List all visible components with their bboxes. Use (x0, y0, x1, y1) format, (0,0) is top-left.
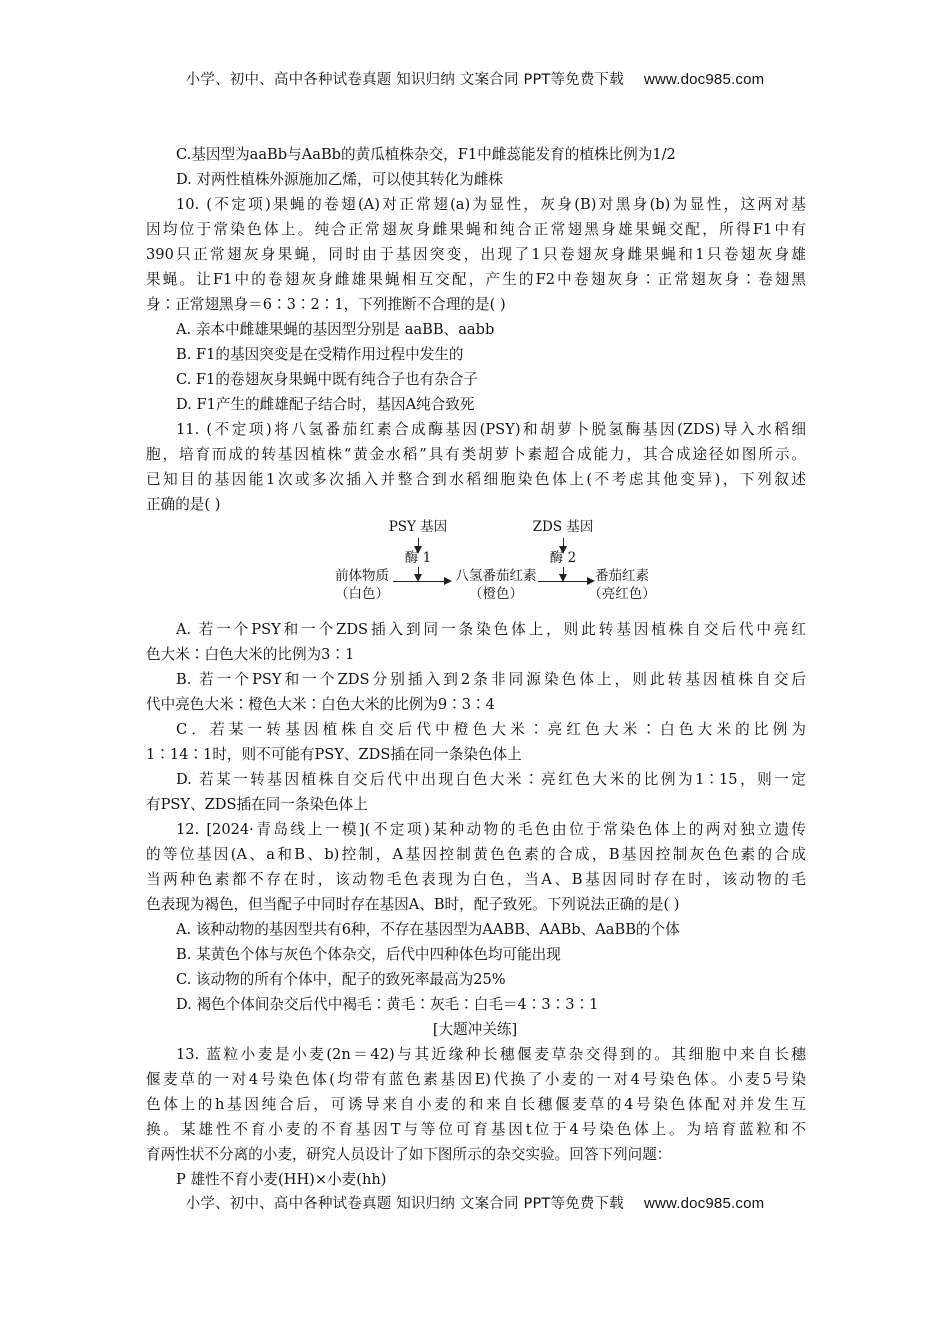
header-site[interactable]: www.doc985.com (643, 71, 765, 88)
q10-option-a: A. 亲本中雌雄果蝇的基因型分别是 aaBB、aabb (176, 321, 495, 338)
page-header (0, 68, 950, 89)
q13-line-2: 偃麦草的一对4号染色体(均带有蓝色素基因E)代换了小麦的一对4号染色体。小麦5号染 (146, 1071, 806, 1088)
precursor-label: 前体物质 (335, 568, 389, 584)
q13-line-3: 色体上的h基因纯合后，可诱导来自小麦的和来自长穗偃麦草的4号染色体配对并发生互 (146, 1096, 806, 1113)
q12-option-d: D. 褐色个体间杂交后代中褐毛∶黄毛∶灰毛∶白毛＝4∶3∶3∶1 (176, 996, 599, 1013)
lycopene-color-label: （亮红色） (588, 586, 656, 602)
q9-option-d: D. 对两性植株外源施加乙烯，可以使其转化为雌株 (176, 171, 503, 188)
enzyme-2-label: 酶 2 (549, 550, 577, 566)
q12-option-c: C. 该动物的所有个体中，配子的致死率最高为25% (176, 971, 506, 988)
q13-line-4: 换。某雄性不育小麦的不育基因T与等位可育基因t位于4号染色体上。为培育蓝粒和不 (146, 1121, 806, 1138)
header-text: 小学、初中、高中各种试卷真题 知识归纳 文案合同 PPT等免费下载 (185, 72, 624, 88)
arrow-1-line (393, 581, 445, 582)
enzyme-1-label: 酶 1 (404, 550, 432, 566)
q11-line-4: 正确的是( ) (146, 496, 221, 513)
lycopene-label: 番茄红素 (595, 568, 649, 584)
arrow-2-head (587, 577, 595, 585)
psy-gene-label: PSY 基因 (388, 519, 448, 535)
q11-option-b-line-1: B. 若一个PSY和一个ZDS分别插入到2条非同源染色体上，则此转基因植株自交后 (176, 671, 806, 688)
q10-option-d: D. F1产生的雌雄配子结合时，基因A纯合致死 (176, 396, 475, 413)
q10-line-4: 果蝇。让F1中的卷翅灰身雌雄果蝇相互交配，产生的F2中卷翅灰身∶正常翅灰身∶卷翅黑 (146, 271, 806, 288)
q13-line-1: 13. 蓝粒小麦是小麦(2n＝42)与其近缘种长穗偃麦草杂交得到的。其细胞中来自长穗 (176, 1046, 806, 1063)
q10-line-2: 因均位于常染色体上。纯合正常翅灰身雌果蝇和纯合正常翅黑身雄果蝇交配，所得F1中有 (146, 221, 806, 238)
q9-option-c: C.基因型为aaBb与AaBb的黄瓜植株杂交，F1中雌蕊能发育的植株比例为1/2 (176, 146, 676, 163)
arrow-2-line (538, 581, 588, 582)
zds-gene-label: ZDS 基因 (532, 519, 594, 535)
footer-text: 小学、初中、高中各种试卷真题 知识归纳 文案合同 PPT等免费下载 (185, 1196, 624, 1212)
q11-line-2: 胞，培育而成的转基因植株“黄金水稻”具有类胡萝卜素超合成能力，其合成途径如图所示。 (146, 446, 806, 463)
q13-line-5: 育两性状不分离的小麦，研究人员设计了如下图所示的杂交实验。回答下列问题： (146, 1146, 672, 1163)
section-title: [大题冲关练] (432, 1021, 518, 1038)
q12-line-1: 12. [2024·青岛线上一模](不定项)某种动物的毛色由位于常染色体上的两对独立遗传 (176, 821, 806, 838)
q11-line-3: 已知目的基因能1次或多次插入并整合到水稻细胞染色体上(不考虑其他变异)，下列叙述 (146, 471, 806, 488)
phytoene-label: 八氢番茄红素 (455, 568, 537, 584)
footer-site[interactable]: www.doc985.com (643, 1195, 765, 1212)
phytoene-color-label: （橙色） (469, 586, 523, 602)
q11-option-a-line-1: A. 若一个PSY和一个ZDS插入到同一条染色体上，则此转基因植株自交后代中亮红 (176, 621, 806, 638)
q12-line-4: 色表现为褐色，但当配子中同时存在基因A、B时，配子致死。下列说法正确的是( ) (146, 896, 680, 913)
q10-option-c: C. F1的卷翅灰身果蝇中既有纯合子也有杂合子 (176, 371, 479, 388)
q12-line-2: 的等位基因(A、a和B、b)控制，A基因控制黄色色素的合成，B基因控制灰色色素的合成 (146, 846, 806, 863)
q11-line-1: 11. (不定项)将八氢番茄红素合成酶基因(PSY)和胡萝卜脱氢酶基因(ZDS)导入水稻细 (176, 421, 806, 438)
q11-option-a-line-2: 色大米∶白色大米的比例为3∶1 (146, 646, 355, 663)
q10-line-3: 390只正常翅灰身果蝇，同时由于基因突变，出现了1只卷翅灰身雌果蝇和1只卷翅灰身雄 (146, 246, 806, 263)
q13-cross-line: P 雄性不育小麦(HH)×小麦(hh) (176, 1171, 387, 1188)
q12-option-a: A. 该种动物的基因型共有6种，不存在基因型为AABB、AABb、AaBB的个体 (176, 921, 680, 938)
q10-line-1: 10. (不定项)果蝇的卷翅(A)对正常翅(a)为显性，灰身(B)对黑身(b)为显性，这两对基 (176, 196, 806, 213)
q10-option-b: B. F1的基因突变是在受精作用过程中发生的 (176, 346, 464, 363)
q12-option-b: B. 某黄色个体与灰色个体杂交，后代中四种体色均可能出现 (176, 946, 561, 963)
page-footer (0, 1192, 950, 1213)
precursor-color-label: （白色） (335, 586, 389, 602)
q11-option-d-line-1: D. 若某一转基因植株自交后代中出现白色大米∶亮红色大米的比例为1∶15，则一定 (176, 771, 806, 788)
q11-option-d-line-2: 有PSY、ZDS插在同一条染色体上 (146, 796, 368, 813)
q10-line-5: 身∶正常翅黑身＝6∶3∶2∶1，下列推断不合理的是( ) (146, 296, 506, 313)
q11-option-b-line-2: 代中亮色大米∶橙色大米∶白色大米的比例为9∶3∶4 (146, 696, 495, 713)
q12-line-3: 当两种色素都不存在时，该动物毛色表现为白色，当A、B基因同时存在时，该动物的毛 (146, 871, 806, 888)
arrow-1-head (444, 577, 452, 585)
q11-option-c-line-1: C．若某一转基因植株自交后代中橙色大米∶亮红色大米∶白色大米的比例为 (176, 721, 806, 738)
q11-option-c-line-2: 1∶14∶1时，则不可能有PSY、ZDS插在同一条染色体上 (146, 746, 522, 763)
